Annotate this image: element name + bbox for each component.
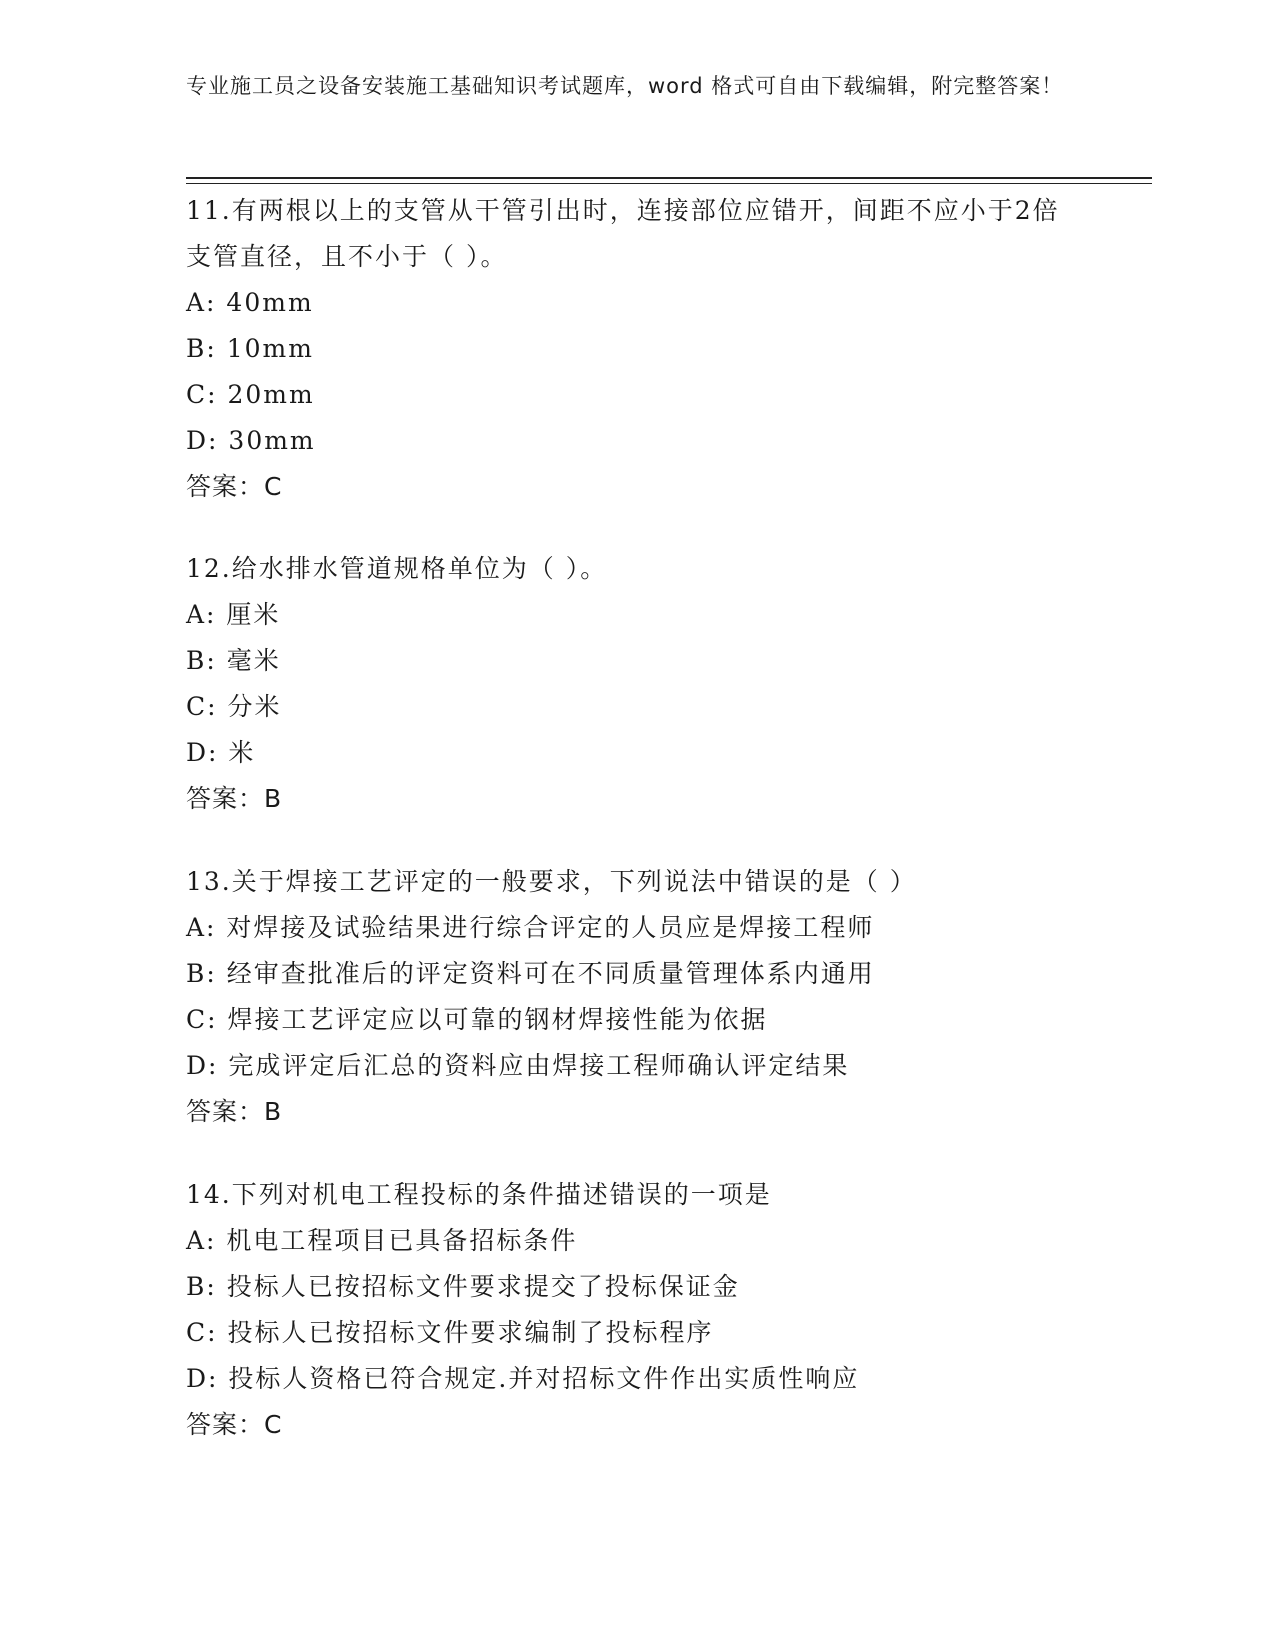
question-stem: 14.下列对机电工程投标的条件描述错误的一项是 [186,1180,772,1209]
option-a: A: 机电工程项目已具备招标条件 [186,1226,578,1255]
option-b: B: 毫米 [186,646,281,675]
option-c: C: 20mm [186,380,315,409]
option-a: A: 对焊接及试验结果进行综合评定的人员应是焊接工程师 [186,913,875,942]
option-b: B: 投标人已按招标文件要求提交了投标保证金 [186,1272,740,1301]
option-b: B: 经审查批准后的评定资料可在不同质量管理体系内通用 [186,959,875,988]
option-c: C: 分米 [186,692,282,721]
question-stem: 12.给水排水管道规格单位为（ ）。 [186,554,608,583]
option-a: A: 40mm [186,288,314,317]
answer: 答案：B [186,784,283,813]
option-d: D: 30mm [186,426,316,455]
document-header: 专业施工员之设备安装施工基础知识考试题库，word 格式可自由下载编辑，附完整答案！ [186,74,1064,98]
option-d: D: 投标人资格已符合规定.并对招标文件作出实质性响应 [186,1364,860,1393]
header-rule-thin [186,183,1152,184]
header-rule-thick [186,177,1152,179]
answer: 答案：C [186,1410,283,1439]
option-c: C: 焊接工艺评定应以可靠的钢材焊接性能为依据 [186,1005,768,1034]
option-d: D: 米 [186,738,256,767]
option-b: B: 10mm [186,334,314,363]
question-14 [186,1172,1086,1448]
question-11 [186,188,1086,510]
answer: 答案：C [186,472,283,501]
option-d: D: 完成评定后汇总的资料应由焊接工程师确认评定结果 [186,1051,850,1080]
question-stem: 11.有两根以上的支管从干管引出时，连接部位应错开，间距不应小于2倍支管直径，且不小于（ ）。 [186,196,1060,271]
answer: 答案：B [186,1097,283,1126]
question-12 [186,546,1086,822]
question-13 [186,859,1086,1135]
question-stem: 13.关于焊接工艺评定的一般要求，下列说法中错误的是（ ） [186,867,917,896]
option-a: A: 厘米 [186,600,281,629]
option-c: C: 投标人已按招标文件要求编制了投标程序 [186,1318,714,1347]
